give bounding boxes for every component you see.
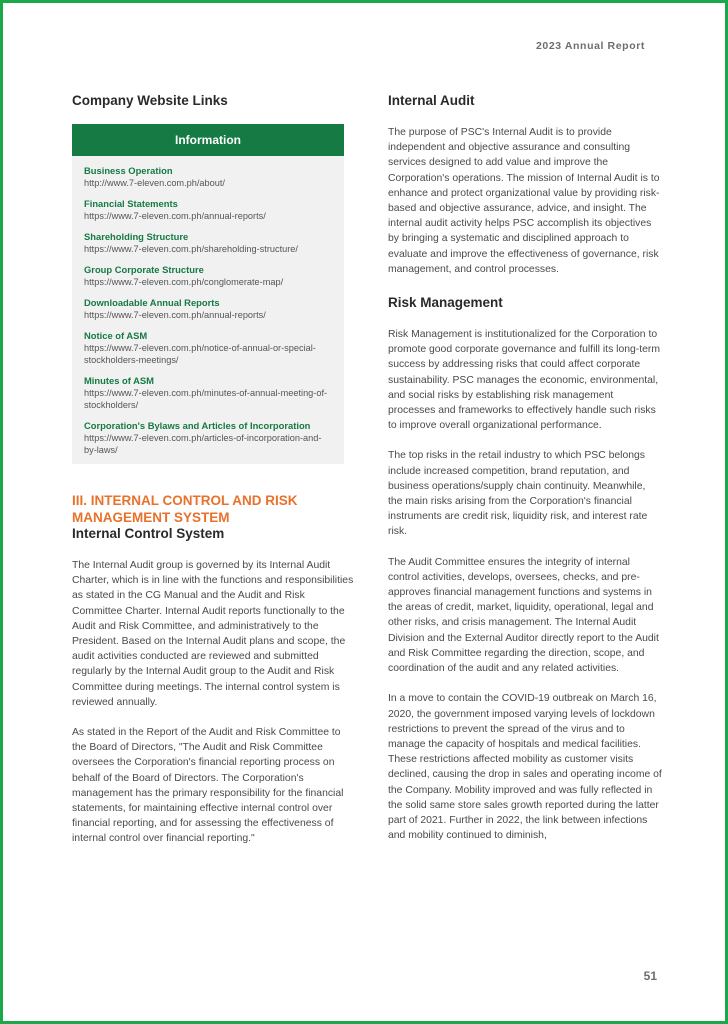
info-link[interactable]: https://www.7-eleven.com.ph/articles-of-incorporation-and-by-laws/ xyxy=(84,433,322,455)
info-label: Notice of ASM xyxy=(84,330,148,341)
ia-paragraph-1: The purpose of PSC's Internal Audit is to provide independent and objective assurance and consulting services designed to add value and improve the Corporation's operations. The mission of Internal Audit is to enhance and protect organizational value by providing risk-based and objective assurance, advice, and insight. The internal audit activity helps PSC accomplish its objectives by bringing a systematic and disciplined approach to evaluate and improve the effectiveness of governance, risk management, and control processes. xyxy=(388,127,660,275)
info-label: Shareholding Structure xyxy=(84,231,189,242)
info-item-business-operation xyxy=(72,165,344,189)
rm-heading: Risk Management xyxy=(388,295,503,311)
rm-paragraph-2: The top risks in the retail industry to which PSC belongs include increased competition, brand reputation, and business operations/supply chain continuity. Meanwhile, the main risks arising from the Corporation's financial instruments are credit risk, liquidity risk, and interest rate risk. xyxy=(388,450,648,538)
info-item-notice-of-asm xyxy=(72,330,344,366)
info-item-bylaws-articles xyxy=(72,420,344,456)
info-label: Minutes of ASM xyxy=(84,375,154,386)
info-item-group-corporate-structure xyxy=(72,264,344,288)
ia-heading: Internal Audit xyxy=(388,93,475,108)
rm-paragraph-4: In a move to contain the COVID-19 outbreak on March 16, 2020, the government imposed varying levels of lockdown restrictions to prevent the spread of the virus and to manage the capacity of hospitals and medical facilities. These restrictions affected mobility as customer visits declined, causing the drop in sales and operating income of the Company. Mobility improved and was fully reflected in the solid same store sales growth reported during the latter part of 2021. Further in 2022, the link between infections and mobility continued to diminish, xyxy=(388,693,662,842)
info-link[interactable]: https://www.7-eleven.com.ph/annual-reports/ xyxy=(84,310,266,320)
ics-paragraph-2: As stated in the Report of the Audit and Risk Committee to the Board of Directors, "The Audit and Risk Committee oversees the Corporation's financial reporting process on behalf of the Board of Directors. The Corporation's management has the primary responsibility for the financial statements, for maintaining effective internal control over financial reporting, and for assessing the effectiveness of internal control over financial reporting." xyxy=(72,727,344,845)
info-label: Financial Statements xyxy=(84,198,178,209)
rm-paragraph-3: The Audit Committee ensures the integrity of internal control activities, develops, oversees, checks, and pre-approves financial management functions and systems in the areas of credit, market, liquidity, operational, legal and other risks, and crisis management. The Internal Audit Division and the External Auditor directly report to the Audit and Risk Committee regarding the direction, scope, and coordination of the audit and any related activities. xyxy=(388,556,659,675)
info-link[interactable]: https://www.7-eleven.com.ph/minutes-of-annual-meeting-of-stockholders/ xyxy=(84,388,328,410)
info-item-downloadable-annual-reports xyxy=(72,297,344,321)
info-label: Downloadable Annual Reports xyxy=(84,297,220,308)
info-item-financial-statements xyxy=(72,198,344,222)
info-box-header: Information xyxy=(72,124,344,156)
links-heading: Company Website Links xyxy=(72,93,228,108)
page-number: 51 xyxy=(643,969,657,983)
info-link[interactable]: https://www.7-eleven.com.ph/shareholding-structure/ xyxy=(84,244,298,254)
info-label: Corporation's Bylaws and Articles of Incorporation xyxy=(84,420,311,431)
info-label: Group Corporate Structure xyxy=(84,264,204,275)
info-link[interactable]: https://www.7-eleven.com.ph/notice-of-annual-or-special-stockholders-meetings/ xyxy=(84,343,316,365)
section-title: III. INTERNAL CONTROL AND RISK MANAGEMENT SYSTEM xyxy=(72,493,298,525)
info-label: Business Operation xyxy=(84,165,173,176)
info-box xyxy=(72,124,344,464)
ics-heading: Internal Control System xyxy=(72,526,225,541)
info-item-minutes-of-asm xyxy=(72,375,344,411)
right-column xyxy=(388,93,662,843)
left-column xyxy=(72,93,354,847)
rm-paragraph-1: Risk Management is institutionalized for the Corporation to promote good corporate governance and fulfill its long-term success by addressing risks that could affect corporate sustainability. PSC manages the economic, environmental, and social risks by establishing risk management processes and frameworks to effectively handle such risks to improve overall organizational performance. xyxy=(388,329,661,432)
ics-paragraph-1: The Internal Audit group is governed by its Internal Audit Charter, which is in line with the functions and responsibilities as stated in the CG Manual and the Audit and Risk Committee Charter. Internal Audit reports functionally to the Audit and Risk Committee, and administratively to the President. Based on the Internal Audit plans and scope, the audit activities conducted are reviewed and submitted regularly by the Internal Audit group to the Audit and Risk Committee during meetings. The internal control system is reviewed annually. xyxy=(72,560,354,708)
info-link[interactable]: https://www.7-eleven.com.ph/annual-reports/ xyxy=(84,211,266,221)
report-title: 2023 Annual Report xyxy=(535,40,645,52)
info-link[interactable]: http://www.7-eleven.com.ph/about/ xyxy=(84,178,225,188)
info-item-shareholding-structure xyxy=(72,231,344,255)
info-link[interactable]: https://www.7-eleven.com.ph/conglomerate-map/ xyxy=(84,277,284,287)
